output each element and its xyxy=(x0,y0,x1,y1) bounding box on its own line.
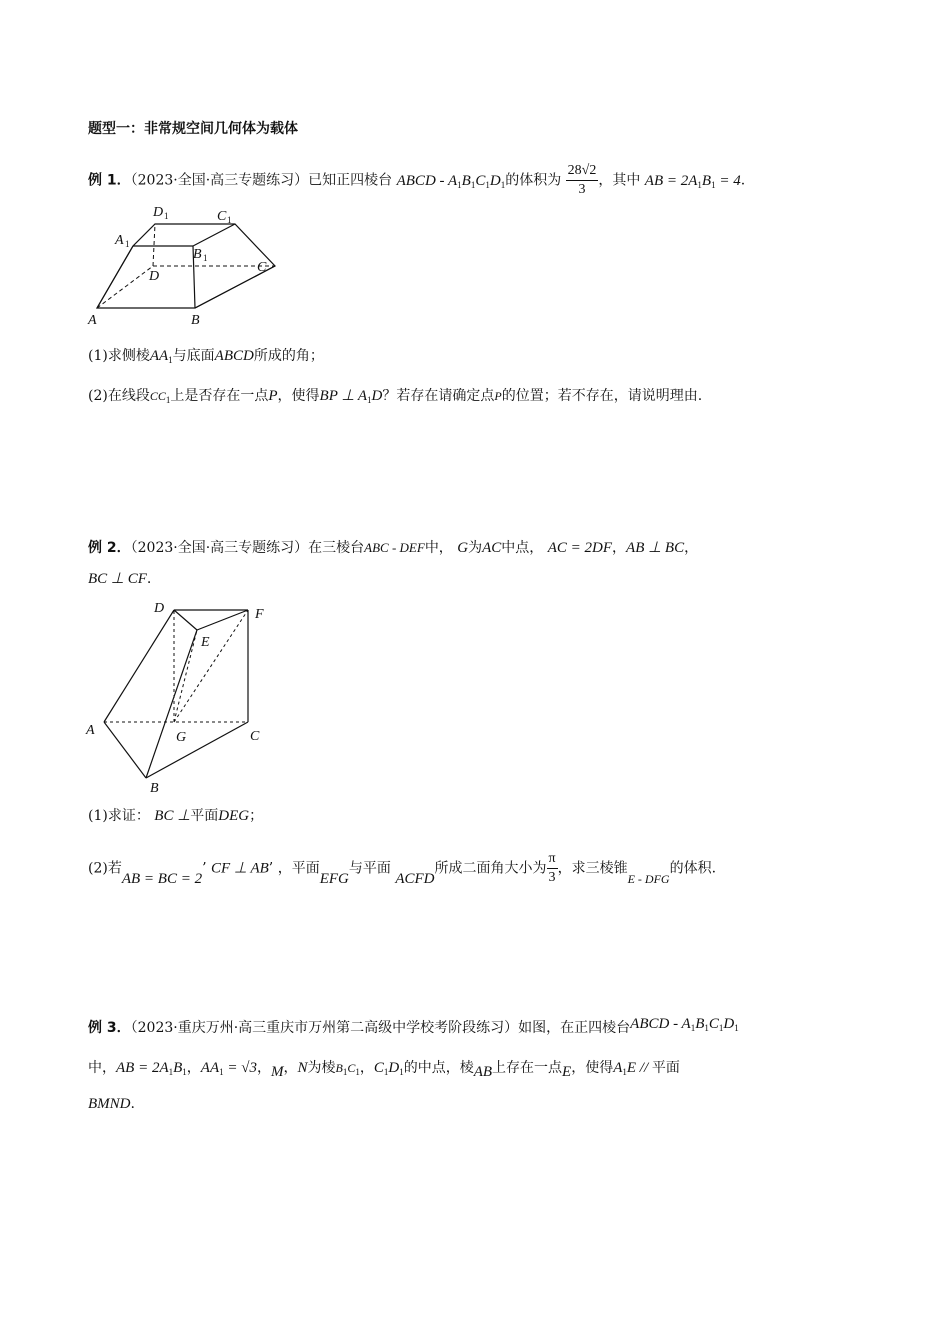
ex1-q1: (1)求侧棱$AA_1$与底面ABCD所成的角； xyxy=(88,348,324,365)
ex3-line1: 例 3．（2023·重庆万州·高三重庆市万州第二高级中学校考阶段练习）如图，在正四棱台ABCD - $A_1B_1C_1D_1$ xyxy=(88,1016,739,1036)
ex2-line1: 例 2．（2023·全国·高三专题练习）在三棱台ABC - DEF中， G为AC中点， AC = 2DF，AB ⊥ BC， xyxy=(88,540,699,556)
label-a: A xyxy=(88,313,97,328)
ex2-q1-a: (1)求证： xyxy=(88,808,150,824)
ex3-line2-a: 中， xyxy=(88,1060,116,1076)
label-a: A xyxy=(86,723,95,738)
ex3-line2-e: ，使得 xyxy=(571,1060,614,1076)
ex3-line2-b: 为棱 xyxy=(307,1060,336,1076)
ex2-q2: (2)若AB = BC = 2’ CF ⊥ AB’ ，平面EFG与平面 ACFD所成二面角大小为 $\frac{\pi}{3}$ ，求三棱锥E - DFG的体积. xyxy=(88,851,717,887)
ex2-q2-d: 所成二面角大小为 xyxy=(434,860,547,877)
ex3-source: （2023·重庆万州·高三重庆市万州第二高级中学校考阶段练习）如图，在正四棱台 xyxy=(130,1020,631,1036)
ex1-q2: (2)在线段$CC_1$上是否存在一点P，使得BP ⊥ $A_1D$？若存在请确定点P的位置；若不存在，请说明理由. xyxy=(88,388,703,405)
ex1-condition: AB = $2A_1B_1 = 4$ xyxy=(644,172,741,190)
ex2-q2-f: 的体积. xyxy=(669,860,717,877)
ex2-q2-e: ，求三棱锥 xyxy=(557,860,628,877)
ex3-line2-c: 的中点，棱 xyxy=(403,1060,474,1076)
ex1-q2-a: (2)在线段 xyxy=(88,388,150,404)
ex1-q2-e: 的位置；若不存在，请说明理由. xyxy=(501,388,703,404)
ex1-q1-a: (1)求侧棱 xyxy=(88,348,150,364)
ex2-angle-frac: $\frac{\pi}{3}$ xyxy=(548,851,556,885)
ex2-q2-c: 与平面 xyxy=(348,860,391,877)
ex1-q2-b: 上是否存在一点 xyxy=(170,388,269,404)
label-f: F xyxy=(255,607,264,622)
label-c1: C xyxy=(217,209,227,224)
label-d: D xyxy=(149,269,160,284)
label-c: C xyxy=(257,260,267,275)
ex1-q2-d: ？若存在请确定点 xyxy=(382,388,495,404)
ex1-line1: 例 1．（2023·全国·高三专题练习）已知正四棱台 ABCD - $A_1B_1C_1D_1$的体积为 $\frac{28√2}{3}$ ，其中 AB = $2A_1B_1 = 4$. xyxy=(88,163,746,197)
ex1-label: 例 1． xyxy=(88,172,131,189)
ex2-q2-b: ，平面 xyxy=(277,860,320,877)
ex1-q2-c: ，使得 xyxy=(277,388,320,404)
ex3-line2-f: 平面 xyxy=(651,1060,680,1076)
label-d1: D xyxy=(153,205,164,220)
edge-ab xyxy=(104,722,146,778)
ex2-q2-a: (2)若 xyxy=(88,860,122,877)
section-title: 题型一：非常规空间几何体为载体 xyxy=(88,121,298,137)
label-b1-sub: 1 xyxy=(203,253,208,263)
ex2-midpt: 中点， xyxy=(501,540,544,556)
ex3-label: 例 3． xyxy=(88,1020,131,1036)
edge-ad xyxy=(104,610,174,722)
label-b: B xyxy=(150,781,159,796)
label-b: B xyxy=(191,313,200,328)
edge-ef xyxy=(197,610,248,630)
ex1-volume-text: 的体积为 xyxy=(505,172,562,189)
edge-de xyxy=(174,610,197,630)
edge-ad xyxy=(97,266,153,308)
label-g: G xyxy=(176,730,187,745)
label-e: E xyxy=(201,635,210,650)
fig1-outline xyxy=(97,224,275,308)
ex1-frustum: ABCD - $A_1B_1C_1D_1$ xyxy=(396,172,506,190)
edge-be xyxy=(146,630,197,778)
edge-aa1 xyxy=(97,246,133,308)
label-d1-sub: 1 xyxy=(164,211,169,221)
ex2-figure xyxy=(82,598,282,798)
label-b1: B xyxy=(193,247,202,262)
label-a1: A xyxy=(115,233,124,248)
ex2-label: 例 2． xyxy=(88,540,131,556)
label-c1-sub: 1 xyxy=(227,215,232,225)
ex2-q1: (1)求证： BC ⊥平面DEG； xyxy=(88,808,264,824)
ex1-q1-c: 所成的角； xyxy=(253,348,324,364)
ex2-line2: BC ⊥ CF. xyxy=(88,571,152,587)
ex3-line3: BMND. xyxy=(88,1096,135,1112)
ex2-mid: 中， xyxy=(424,540,453,556)
label-c: C xyxy=(250,729,260,744)
edge-dd1 xyxy=(153,224,155,266)
ex3-line2: 中，AB = $2A_1B_1$，$AA_1 = √3$，M，N为棱$B_1C_1$，$C_1D_1$的中点，棱AB上存在一点E，使得$A_1E$ // 平面 xyxy=(88,1060,680,1080)
label-a1-sub: 1 xyxy=(125,239,130,249)
ex2-for: 为 xyxy=(468,540,483,556)
edge-ge xyxy=(174,630,197,722)
ex1-source: （2023·全国·高三专题练习）已知正四棱台 xyxy=(130,172,393,189)
label-d: D xyxy=(154,601,165,616)
ex2-source: （2023·全国·高三专题练习）在三棱台 xyxy=(130,540,365,556)
ex1-volume-frac: $\frac{28√2}{3}$ xyxy=(567,163,597,197)
ex1-where: ，其中 xyxy=(598,172,641,189)
ex1-q1-b: 与底面 xyxy=(172,348,215,364)
ex1-figure xyxy=(85,200,285,330)
ex3-line2-d: 上存在一点 xyxy=(492,1060,563,1076)
edge-bc xyxy=(146,722,248,778)
edge-b1c1 xyxy=(193,224,235,246)
ex2-q1-b: 平面 xyxy=(190,808,219,824)
